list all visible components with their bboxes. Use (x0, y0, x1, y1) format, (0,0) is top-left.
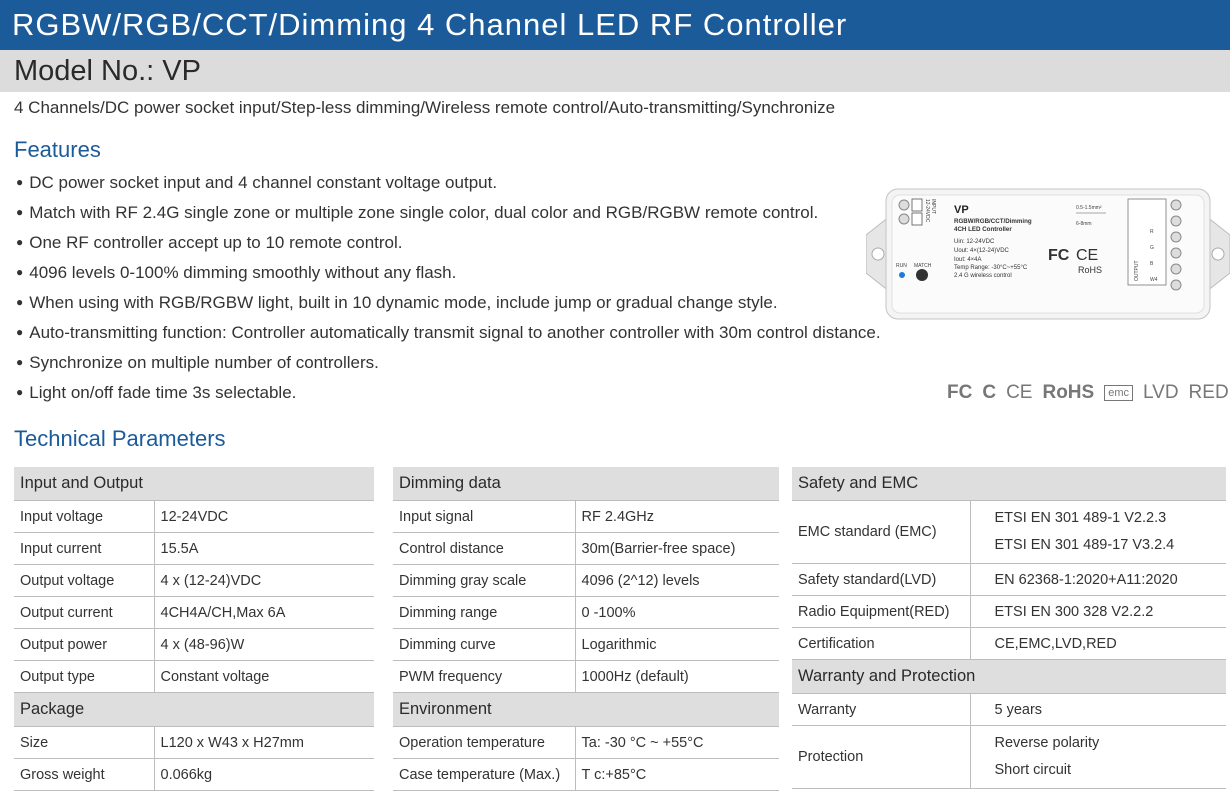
row-label: EMC standard (EMC) (792, 501, 970, 564)
row-label: Output current (14, 597, 154, 629)
row-value: 4CH4A/CH,Max 6A (154, 597, 374, 629)
ce-mark: CE (1076, 247, 1099, 264)
row-value: 4 x (12-24)VDC (154, 565, 374, 597)
emc-mark: emc (1104, 385, 1133, 401)
row-value: 1000Hz (default) (575, 661, 779, 693)
model-number: Model No.: VP (0, 50, 1230, 92)
terminal-g: G (1150, 245, 1154, 251)
row-value: T c:+85°C (575, 759, 779, 791)
feature-item: ● One RF controller accept up to 10 remote control. (16, 231, 881, 261)
row-label: Operation temperature (393, 727, 575, 759)
row-value: 4 x (48-96)W (154, 629, 374, 661)
table-row (393, 501, 779, 533)
table-row (14, 661, 374, 693)
table-row (14, 533, 374, 565)
device-line2: 4CH LED Controller (954, 226, 1012, 233)
feature-item: ● Match with RF 2.4G single zone or multiple zone single color, dual color and RGB/RGBW remote control. (16, 201, 881, 231)
emc-value: ETSI EN 301 489-17 V3.2.4 (994, 537, 1175, 553)
input-spec: 12-24VDC (924, 199, 930, 223)
table-row (792, 726, 1226, 789)
table-row (792, 628, 1226, 660)
red-mark: RED (1188, 382, 1229, 403)
table-row (792, 501, 1226, 564)
row-label: Safety standard(LVD) (792, 564, 970, 596)
row-value (970, 726, 1226, 789)
row-label: Certification (792, 628, 970, 660)
row-label: Output power (14, 629, 154, 661)
table-row (393, 759, 779, 791)
page-title: RGBW/RGB/CCT/Dimming 4 Channel LED RF Controller (0, 0, 1230, 50)
features-heading: Features (14, 137, 101, 162)
row-label: Dimming gray scale (393, 565, 575, 597)
features-list (16, 171, 881, 411)
table-header: Environment (393, 693, 779, 727)
table-header: Package (14, 693, 374, 727)
lvd-mark: LVD (1142, 382, 1179, 403)
row-value: CE,EMC,LVD,RED (970, 628, 1226, 660)
row-value: 5 years (970, 694, 1226, 726)
feature-item: ● 4096 levels 0-100% dimming smoothly without any flash. (16, 261, 881, 291)
dimming-table (393, 467, 779, 791)
table-row (14, 759, 374, 791)
row-label: Output type (14, 661, 154, 693)
table-row (792, 596, 1226, 628)
device-model: VP (954, 204, 969, 216)
fc-mark: FC (1048, 247, 1070, 264)
row-label: Radio Equipment(RED) (792, 596, 970, 628)
row-label: Dimming curve (393, 629, 575, 661)
table-header: Dimming data (393, 467, 779, 501)
row-label: Input signal (393, 501, 575, 533)
row-label: Output voltage (14, 565, 154, 597)
table-header: Warranty and Protection (792, 660, 1226, 694)
row-value: 12-24VDC (154, 501, 374, 533)
safety-table (792, 467, 1226, 789)
row-label: Control distance (393, 533, 575, 565)
fcc-mark: FC (947, 382, 973, 403)
feature-item: ● Light on/off fade time 3s selectable. (16, 381, 881, 411)
row-label: Input current (14, 533, 154, 565)
table-row (14, 597, 374, 629)
row-value: 30m(Barrier-free space) (575, 533, 779, 565)
emc-value: ETSI EN 301 489-1 V2.2.3 (994, 510, 1167, 526)
ce-mark: CE (1006, 382, 1033, 403)
rohs-mark: RoHS (1078, 265, 1103, 275)
protection-value: Short circuit (994, 762, 1072, 778)
table-row (792, 564, 1226, 596)
output-label: OUTPUT (1134, 260, 1140, 281)
table-row (14, 629, 374, 661)
device-temp: Temp Range: -30°C~+55°C (954, 265, 1028, 271)
input-label: INPUT (930, 199, 936, 214)
rohs-mark: RoHS (1042, 382, 1095, 403)
table-row (393, 565, 779, 597)
feature-item: ● Auto-transmitting function: Controller automatically transmit signal to another controller with 30m control distance. (16, 321, 881, 351)
protection-value: Reverse polarity (994, 735, 1100, 751)
row-label: PWM frequency (393, 661, 575, 693)
row-value: L120 x W43 x H27mm (154, 727, 374, 759)
row-value: Ta: -30 °C ~ +55°C (575, 727, 779, 759)
feature-item: ● Synchronize on multiple number of controllers. (16, 351, 881, 381)
table-row (393, 661, 779, 693)
row-value: 15.5A (154, 533, 374, 565)
match-button (916, 269, 928, 281)
feature-item: ● When using with RGB/RGBW light, built in 10 dynamic mode, include jump or gradual change style. (16, 291, 881, 321)
technical-parameters-heading: Technical Parameters (14, 426, 226, 451)
product-summary: 4 Channels/DC power socket input/Step-less dimming/Wireless remote control/Auto-transmitting/Synchronize (14, 98, 836, 117)
controller-product-image (866, 185, 1230, 323)
row-value: RF 2.4GHz (575, 501, 779, 533)
table-header: Safety and EMC (792, 467, 1226, 501)
run-led-icon (899, 272, 905, 278)
device-uin: Uin: 12-24VDC (954, 239, 995, 245)
device-line1: RGBW/RGB/CCT/Dimming (954, 218, 1032, 225)
row-label: Gross weight (14, 759, 154, 791)
row-value (970, 501, 1226, 564)
table-row (393, 629, 779, 661)
row-label: Dimming range (393, 597, 575, 629)
row-value: ETSI EN 300 328 V2.2.2 (970, 596, 1226, 628)
table-row (14, 501, 374, 533)
device-uout: Uout: 4×(12-24)VDC (954, 248, 1009, 254)
terminal-b: B (1150, 261, 1154, 267)
device-wireless: 2.4 G wireless control (954, 273, 1012, 279)
table-row (393, 533, 779, 565)
table-row (14, 727, 374, 759)
wire-spec-1: 0.5-1.5mm² (1076, 205, 1102, 211)
run-label: RUN (896, 263, 907, 269)
table-header: Input and Output (14, 467, 374, 501)
row-value: 0.066kg (154, 759, 374, 791)
row-value: 4096 (2^12) levels (575, 565, 779, 597)
table-row (792, 694, 1226, 726)
table-row (14, 565, 374, 597)
row-label: Size (14, 727, 154, 759)
row-value: 0 -100% (575, 597, 779, 629)
terminal-w4: W4 (1150, 277, 1158, 283)
row-label: Warranty (792, 694, 970, 726)
table-row (393, 727, 779, 759)
wire-spec-2: 6-8mm (1076, 221, 1092, 227)
row-label: Case temperature (Max.) (393, 759, 575, 791)
input-output-table (14, 467, 374, 791)
row-value: EN 62368-1:2020+A11:2020 (970, 564, 1226, 596)
row-label: Protection (792, 726, 970, 789)
device-iout: Iout: 4×4A (954, 257, 982, 263)
row-value: Constant voltage (154, 661, 374, 693)
terminal-r: R (1150, 229, 1154, 235)
match-label: MATCH (914, 263, 932, 269)
c-mark: C (982, 382, 997, 403)
row-label: Input voltage (14, 501, 154, 533)
certification-marks (947, 382, 1229, 404)
table-row (393, 597, 779, 629)
row-value: Logarithmic (575, 629, 779, 661)
feature-item: ● DC power socket input and 4 channel constant voltage output. (16, 171, 881, 201)
